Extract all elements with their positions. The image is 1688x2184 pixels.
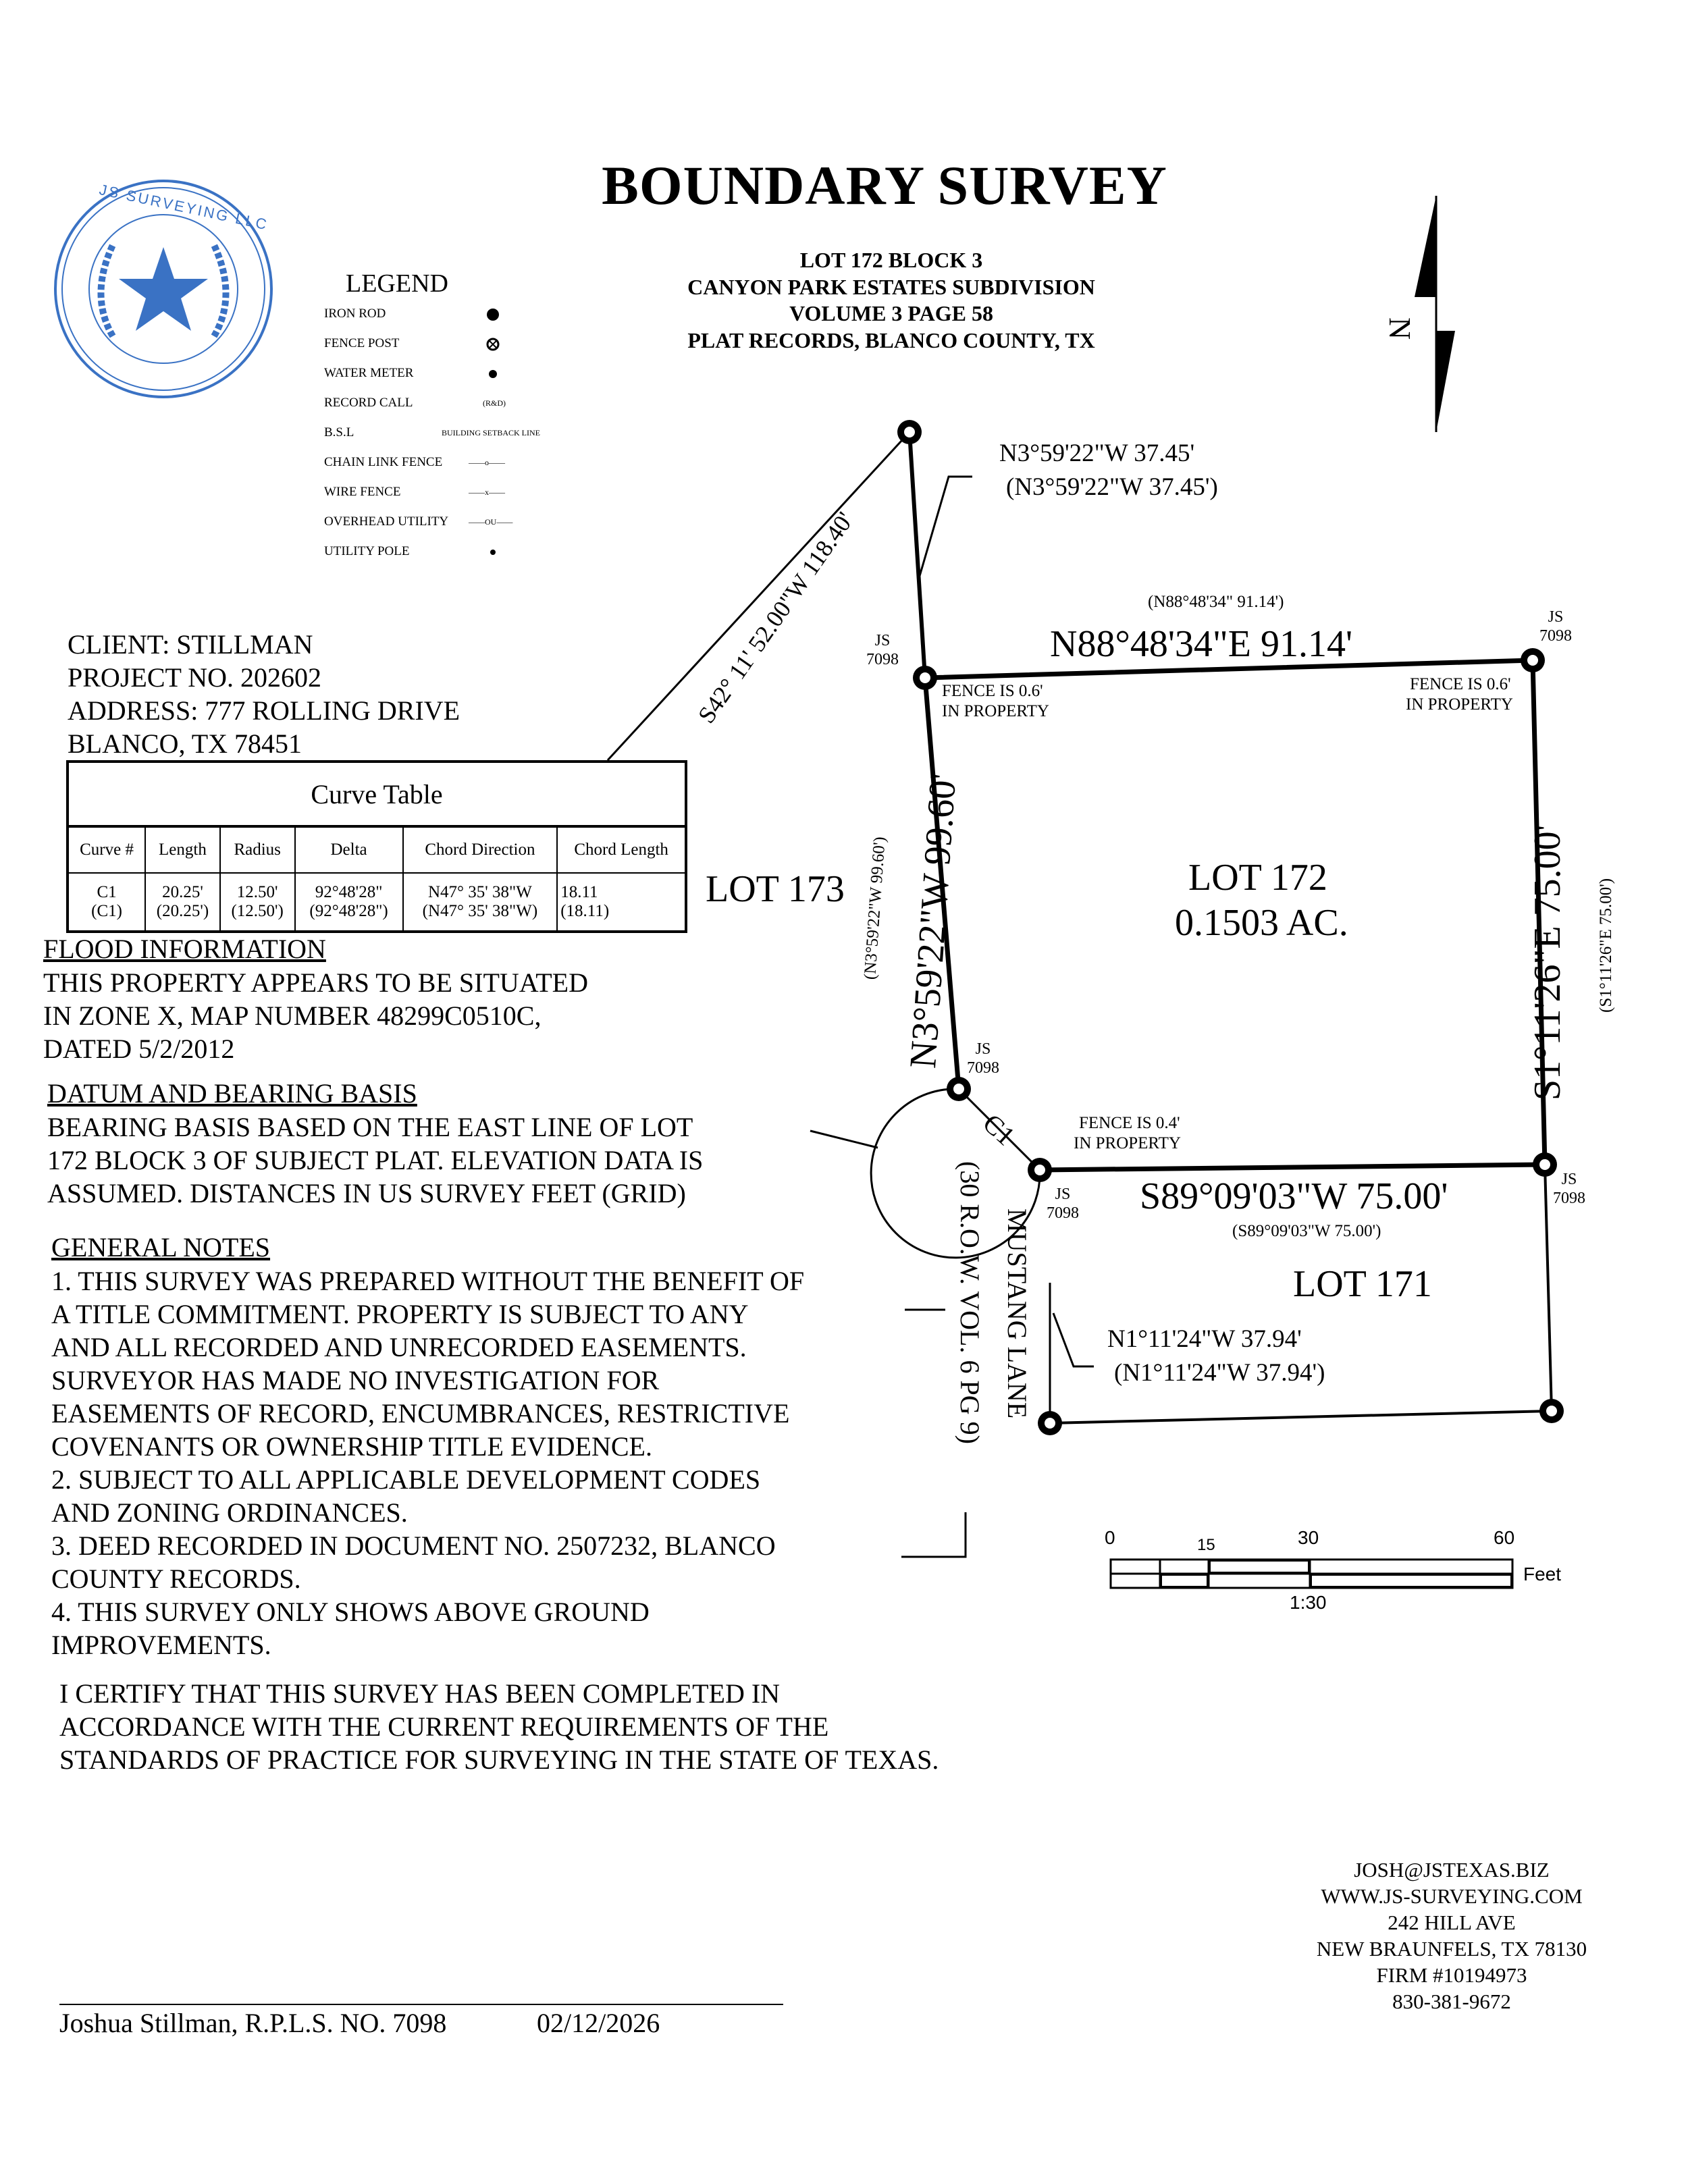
north-label: N [1383,317,1417,340]
nw-leg-record: (N3°59'22"W 37.45') [1006,473,1218,501]
legend-item: OVERHEAD UTILITY [324,514,449,529]
nw-leader [918,477,972,581]
legend-symbol: ——x—— [469,487,505,497]
street-row: (30 R.O.W. VOL. 6 PG 9) [955,1161,985,1444]
notes-line: COUNTY RECORDS. [51,1564,301,1594]
scale-tick: 15 [1197,1536,1215,1554]
fence-note: IN PROPERTY [1406,695,1513,714]
flood-heading: FLOOD INFORMATION [43,934,326,964]
length-cell: 20.25' (20.25') [145,873,220,932]
east-line-call: S1°11'26"E 75.00' [1527,824,1568,1100]
lot-172-label: LOT 172 [1188,857,1327,899]
legend-item: CHAIN LINK FENCE [324,455,443,469]
project-number: PROJECT NO. 202602 [68,662,321,693]
lot-173-label: LOT 173 [706,868,845,910]
south-line-call: S89°09'03"W 75.00' [1140,1175,1448,1217]
legend-item: IRON ROD [324,307,386,321]
curve-table-header: Length [145,826,220,873]
notes-heading: GENERAL NOTES [51,1232,271,1262]
certification-line: ACCORDANCE WITH THE CURRENT REQUIREMENTS OF THE [59,1711,829,1742]
legend-symbol: ——OU—— [469,517,513,527]
legend-title: LEGEND [346,269,448,298]
notes-line: 2. SUBJECT TO ALL APPLICABLE DEVELOPMENT CODES [51,1464,761,1495]
curve-table-header: Radius [220,826,295,873]
nw-leg-call: N3°59'22"W 37.45' [999,440,1195,467]
js-marker: JS 7098 [967,1040,999,1077]
delta-cell: 92°48'28" (92°48'28") [295,873,403,932]
fence-note: FENCE IS 0.6' [942,682,1043,700]
curve-table-header: Chord Length [557,826,686,873]
subtitle-line-2: CANYON PARK ESTATES SUBDIVISION [687,275,1095,299]
notes-line: IMPROVEMENTS. [51,1630,271,1660]
diagonal-call: S42° 11' 52.00"W 118.40' [692,507,859,728]
client-name: CLIENT: STILLMAN [68,629,313,660]
datum-heading: DATUM AND BEARING BASIS [47,1078,417,1109]
legend-item: UTILITY POLE [324,544,410,558]
north-line-record: (N88°48'34" 91.14') [1148,593,1284,611]
contact-city: NEW BRAUNFELS, TX 78130 [1316,1937,1587,1961]
curve-table-title: Curve Table [68,762,686,826]
client-city: BLANCO, TX 78451 [68,728,302,759]
curve-label: C1 [977,1107,1022,1152]
scale-tick: 60 [1494,1527,1515,1548]
se-leg-record: (N1°11'24"W 37.94') [1114,1359,1325,1387]
notes-line: 4. THIS SURVEY ONLY SHOWS ABOVE GROUND [51,1597,650,1627]
se-leg-call: N1°11'24"W 37.94' [1107,1325,1302,1353]
datum-line: BEARING BASIS BASED ON THE EAST LINE OF LOT [47,1112,693,1142]
scale-unit: Feet [1523,1564,1562,1584]
datum-leader [810,1131,878,1148]
east-extension [1545,1165,1552,1411]
lot-172-area: 0.1503 AC. [1175,902,1348,944]
notes-line: SURVEYOR HAS MADE NO INVESTIGATION FOR [51,1365,660,1395]
certification-line: STANDARDS OF PRACTICE FOR SURVEYING IN THE STATE OF TEXAS. [59,1744,939,1775]
surveyor-name: Joshua Stillman, R.P.L.S. NO. 7098 [59,2008,447,2038]
js-marker: JS 7098 [1047,1186,1079,1222]
diagonal-line [608,432,909,760]
contact-firm: FIRM #10194973 [1376,1963,1527,1987]
south-line-record: (S89°09'03"W 75.00') [1232,1222,1381,1240]
js-marker: JS 7098 [1553,1171,1585,1207]
legend-symbol: ——o—— [469,458,505,467]
legend-symbol: (R&D) [483,398,506,408]
notes-leader-2 [901,1512,966,1557]
fence-note: IN PROPERTY [1074,1134,1181,1152]
seal-text: JS SURVEYING LLC [97,181,270,234]
fence-note: FENCE IS 0.4' [1079,1114,1180,1132]
west-line-call: N3°59'22"W 99.60' [901,772,965,1070]
west-line-record: (N3°59'22"W 99.60') [861,836,889,980]
nw-leg [909,432,925,678]
page-title: BOUNDARY SURVEY [602,155,1167,216]
certification-line: I CERTIFY THAT THIS SURVEY HAS BEEN COMPLETED IN [59,1678,781,1709]
notes-line: A TITLE COMMITMENT. PROPERTY IS SUBJECT TO ANY [51,1299,749,1329]
client-address: ADDRESS: 777 ROLLING DRIVE [68,695,460,726]
notes-line: COVENANTS OR OWNERSHIP TITLE EVIDENCE. [51,1431,652,1462]
scale-tick: 0 [1105,1527,1115,1548]
js-marker: JS 7098 [1539,608,1572,645]
se-leader [1053,1313,1094,1366]
chord-direction-cell: N47° 35' 38"W (N47° 35' 38"W) [403,873,558,932]
subtitle-line-3: VOLUME 3 PAGE 58 [789,301,993,325]
legend-symbol: BUILDING SETBACK LINE [442,428,540,437]
subtitle-line-1: LOT 172 BLOCK 3 [799,248,983,272]
fence-note: IN PROPERTY [942,702,1049,720]
curve-cell: C1 (C1) [68,873,145,932]
north-line-call: N88°48'34"E 91.14' [1050,623,1353,665]
contact-website: WWW.JS-SURVEYING.COM [1321,1884,1583,1908]
legend-item: RECORD CALL [324,396,413,410]
street-name: MUSTANG LANE [1002,1208,1032,1419]
legend-item: WATER METER [324,366,414,380]
notes-line: EASEMENTS OF RECORD, ENCUMBRANCES, RESTRICTIVE [51,1398,790,1429]
contact-email: JOSH@JSTEXAS.BIZ [1354,1858,1550,1882]
chord-length-cell: 18.11 (18.11) [557,873,686,932]
flood-line: DATED 5/2/2012 [43,1034,235,1064]
notes-line: 3. DEED RECORDED IN DOCUMENT NO. 2507232, BLANCO [51,1530,776,1561]
datum-line: ASSUMED. DISTANCES IN US SURVEY FEET (GRID) [47,1178,686,1208]
scale-tick: 30 [1298,1527,1319,1548]
notes-line: AND ZONING ORDINANCES. [51,1497,408,1528]
notes-line: 1. THIS SURVEY WAS PREPARED WITHOUT THE BENEFIT OF [51,1266,805,1296]
notes-line: AND ALL RECORDED AND UNRECORDED EASEMENTS. [51,1332,747,1362]
curve-table-header: Curve # [68,826,145,873]
contact-phone: 830-381-9672 [1392,1990,1511,2013]
subtitle-line-4: PLAT RECORDS, BLANCO COUNTY, TX [687,328,1095,352]
datum-line: 172 BLOCK 3 OF SUBJECT PLAT. ELEVATION DATA IS [47,1145,704,1175]
radius-cell: 12.50' (12.50') [220,873,295,932]
js-marker: JS 7098 [866,632,899,668]
contact-street: 242 HILL AVE [1388,1911,1516,1934]
legend-item: B.S.L [324,425,354,440]
legend-item: WIRE FENCE [324,485,401,499]
east-line-record: (S1°11'26"E 75.00') [1597,878,1615,1013]
fence-note: FENCE IS 0.6' [1410,675,1511,693]
curve-table-header: Chord Direction [403,826,558,873]
lot-171-label: LOT 171 [1293,1263,1432,1305]
flood-line: THIS PROPERTY APPEARS TO BE SITUATED [43,967,588,998]
south-line [1050,1411,1552,1423]
curve-table-header: Delta [295,826,403,873]
scale-ratio: 1:30 [1290,1592,1327,1613]
signature-date: 02/12/2026 [537,2008,660,2038]
flood-line: IN ZONE X, MAP NUMBER 48299C0510C, [43,1001,542,1031]
legend-item: FENCE POST [324,336,400,350]
